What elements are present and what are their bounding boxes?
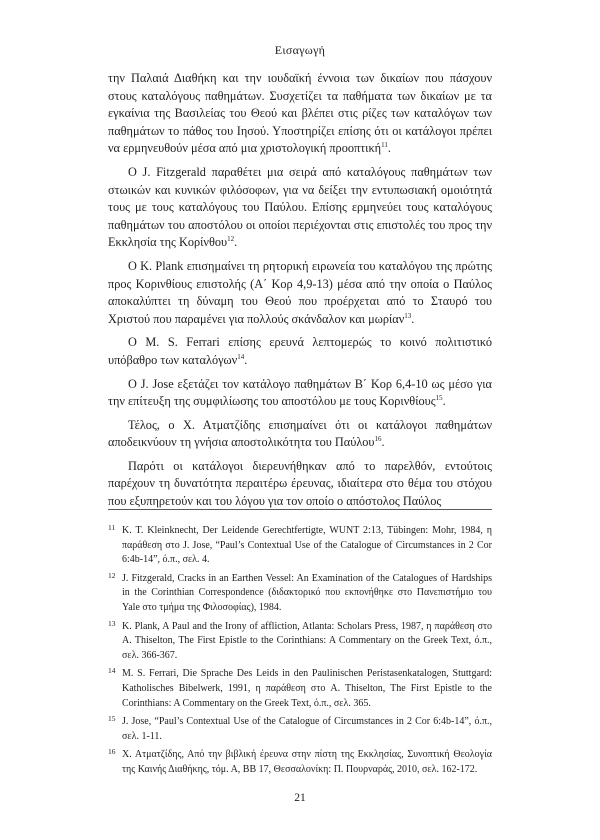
body-text [108, 70, 492, 511]
footnote-text: J. Jose, “Paul’s Contextual Use of the Catalogue of Circumstances in 2 Cor 6:4b-14”, ό.π., σελ. 1-11. [122, 716, 492, 742]
paragraph-text: Ο J. Fitzgerald παραθέτει μια σειρά από καταλόγους παθημάτων των στωικών και κυνικών φιλόσοφων, για να δείξει την εντυπωσιακή ομοιότητά τους με τους καταλόγους του Παύλου. Επίσης ερμηνεύει τους καταλόγους παθημάτων του αποστόλου οι οποίοι περιέχονται στις επιστολές του προς την Εκκλησία της Κορίνθου [108, 164, 492, 250]
footnote [108, 524, 492, 568]
footnotes [108, 524, 492, 782]
footnote-ref[interactable]: 12 [227, 235, 235, 244]
paragraph-text: Ο J. Jose εξετάζει τον κατάλογο παθημάτων Β΄ Κορ 6,4-10 ως μέσο για την επίτευξη της συμφιλίωσης του αποστόλου με τους Κορινθίους [108, 376, 492, 409]
paragraph-text: Ο K. Plank επισημαίνει τη ρητορική ειρωνεία του καταλόγου της πρώτης προς Κορινθίους επιστολής (Α΄ Κορ 4,9-13) μέσα από την οποία ο Παύλος αποκαλύπτει τη δύναμη του Θεού που προέρχεται από το Σταυρό του Χριστού που παραμένει για πολλούς σκάνδαλον και μωρίαν [108, 258, 492, 326]
paragraph [108, 458, 492, 511]
paragraph-tail: . [244, 352, 248, 367]
footnote-text: K. Plank, A Paul and the Irony of affliction, Atlanta: Scholars Press, 1987, η παράθεση στο A. Thiselton, The First Epistle to the Corinthians: A Commentary on the Greek Text, ό.π., σελ. 366-367. [122, 620, 492, 661]
footnote-number: 11 [108, 523, 116, 532]
footnote-number: 15 [108, 714, 116, 724]
paragraph [108, 164, 492, 252]
footnote [108, 667, 492, 711]
page-number: 21 [294, 792, 306, 804]
paragraph [108, 70, 492, 158]
paragraph [108, 376, 492, 411]
footnote-number: 12 [108, 570, 116, 580]
paragraph [108, 258, 492, 328]
footnote-number: 14 [108, 666, 116, 676]
footnote-ref[interactable]: 13 [404, 311, 412, 320]
footnote [108, 715, 492, 744]
paragraph-text: Ο M. S. Ferrari επίσης ερευνά λεπτομερώς το κοινό πολιτιστικό υπόβαθρο των καταλόγων [108, 335, 492, 367]
paragraph-tail: . [234, 235, 238, 250]
paragraph-tail: . [442, 394, 446, 409]
paragraph-tail: . [387, 141, 391, 156]
footnote-separator [108, 509, 492, 510]
running-head: Εισαγωγή [274, 43, 326, 57]
paragraph-text: την Παλαιά Διαθήκη και την ιουδαϊκή έννοια των δικαίων που πάσχουν στους καταλόγους παθημάτων. Συσχετίζει τα παθήματα των δικαίων με τα εγκαίνια της Βασιλείας του Θεού και βλέπει στις ρίζες των καταλόγων των παθημάτων το πάθος του Ιησού. Υποστηρίζει επίσης ότι οι κατάλογοι πρέπει να ερμηνευθούν μέσα από μια χριστολογική προοπτική [108, 71, 492, 156]
footnote-ref[interactable]: 15 [435, 394, 443, 402]
footnote [108, 572, 492, 616]
paragraph-tail: . [411, 311, 415, 326]
footnote [108, 748, 492, 777]
footnote-text: Χ. Ατματζίδης, Από την βιβλική έρευνα στην πίστη της Εκκλησίας, Συνοπτική Θεολογία της Καινής Διαθήκης, τόμ. Α, ΒΒ 17, Θεσσαλονίκη: Π. Πουρναράς, 2010, σελ. 162-172. [122, 749, 492, 775]
paragraph-text: Παρότι οι κατάλογοι διερευνήθηκαν από το παρελθόν, εντούτοις παρέχουν τη δυνατότητα περαιτέρω έρευνας, ιδιαίτερα στο θέμα του στόχου που εξυπηρετούν και του λόγου για τον οποίο ο απόστολος Παύλος [108, 458, 492, 509]
footnote-ref[interactable]: 14 [237, 352, 245, 361]
footnote-text: K. T. Kleinknecht, Der Leidende Gerechtfertigte, WUNT 2:13, Tübingen: Mohr, 1984, η παράθεση στο J. Jose, “Paul’s Contextual Use of the Catalogue of Circumstances in 2 Cor 6:4b-14”, ό.π., σελ. 4. [122, 525, 492, 566]
footnote-number: 13 [108, 618, 116, 628]
footnote-ref[interactable]: 16 [374, 435, 382, 444]
footnote-text: M. S. Ferrari, Die Sprache Des Leids in den Paulinischen Peristasenkatalogen, Stuttgard: Katholisches Bibelwerk, 1991, η παράθεση στο A. Thiselton, The First Epistle to the Corinthians: A Commentary on the Greek Text, ό.π., σελ. 365. [122, 668, 492, 709]
footnote-number: 16 [108, 747, 116, 757]
paragraph [108, 334, 492, 369]
footnote-text: J. Fitzgerald, Cracks in an Earthen Vessel: An Examination of the Catalogues of Hardships in the Corinthian Correspondence (διδακτορικό που εκπονήθηκε στο Πανεπιστήμιο του Yale στο τμήμα της Φιλοσοφίας), 1984. [122, 572, 492, 613]
paragraph-tail: . [381, 435, 385, 450]
paragraph [108, 417, 492, 452]
footnote [108, 620, 492, 664]
paragraph-text: Τέλος, ο Χ. Ατματζίδης επισημαίνει ότι οι κατάλογοι παθημάτων αποδεικνύουν τη γνήσια αποστολικότητα του Παύλου [108, 417, 492, 450]
footnote-ref[interactable]: 11 [381, 141, 388, 150]
